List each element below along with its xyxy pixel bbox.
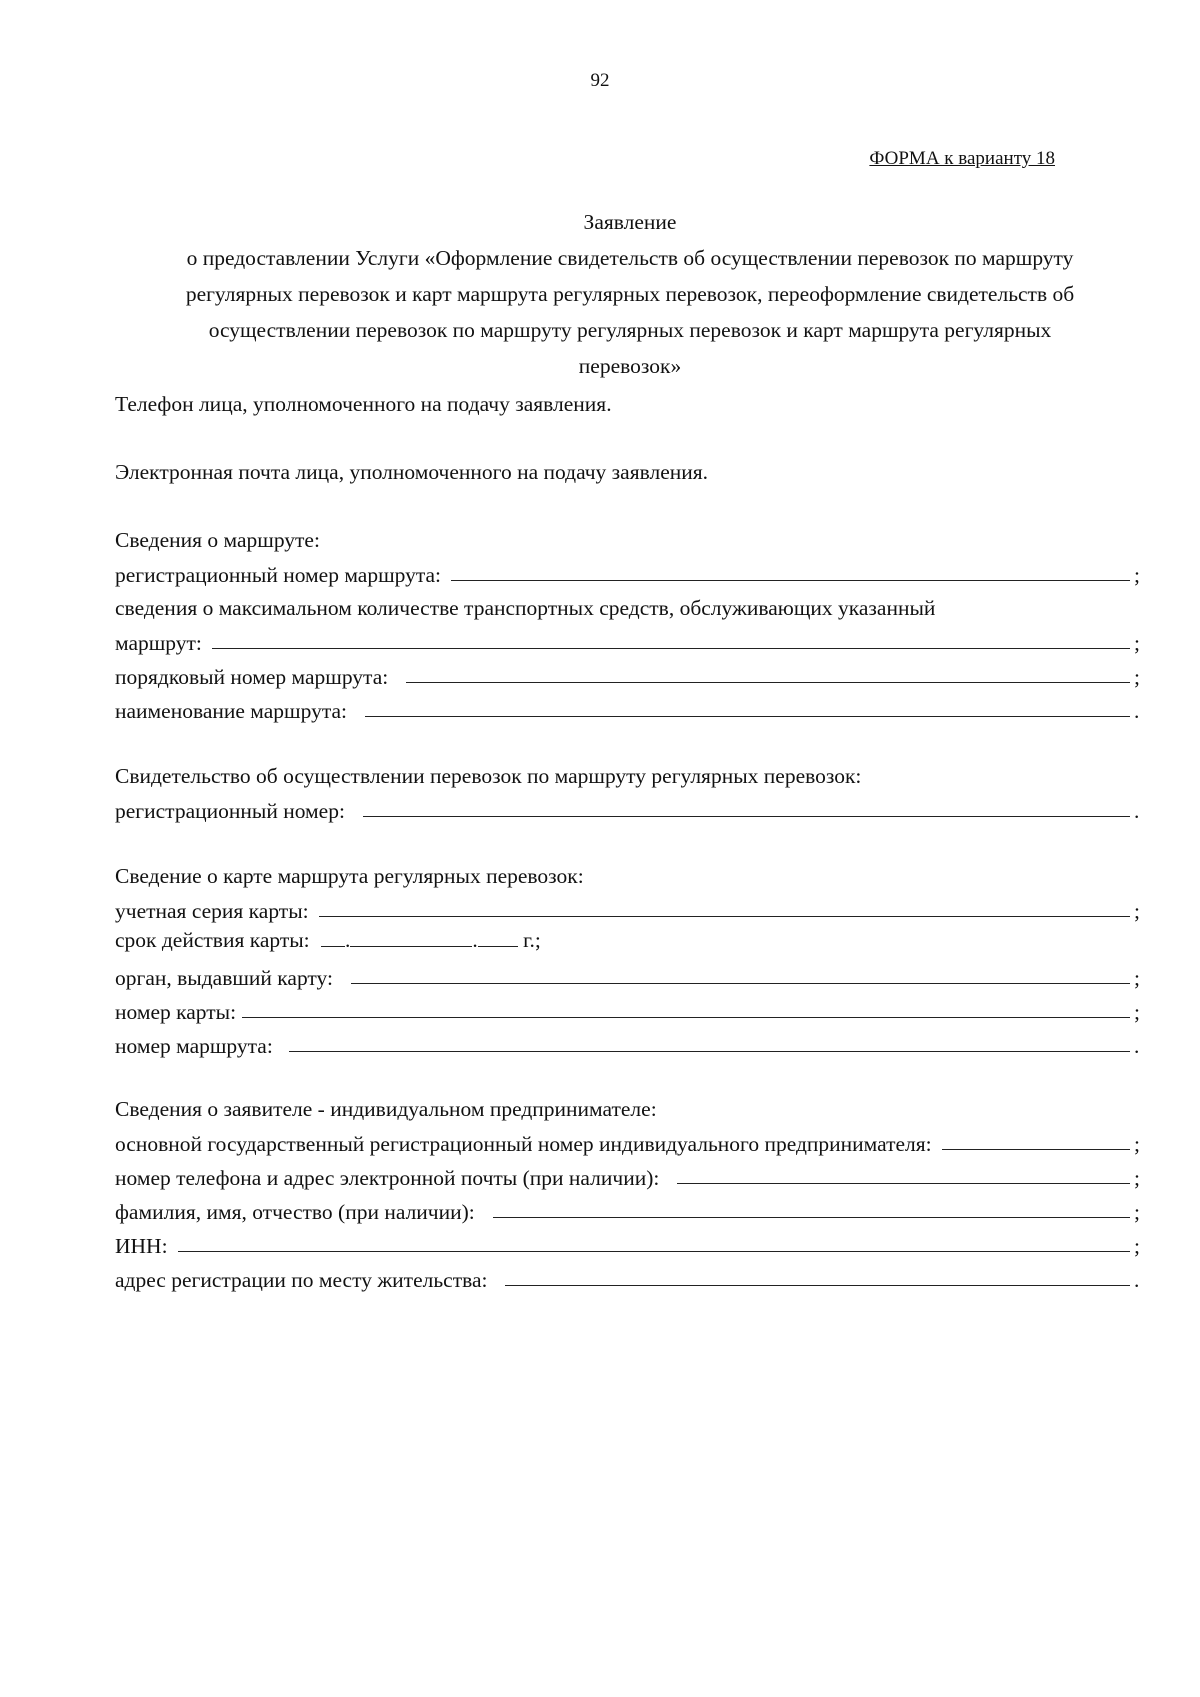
route-name-row (115, 688, 1140, 724)
card-validity-month-field[interactable] (350, 928, 472, 947)
card-series-row (115, 888, 1140, 924)
applicant-phone-email-label: номер телефона и адрес электронной почты (при наличии): (115, 1166, 660, 1190)
document-title (120, 204, 1140, 384)
contact-phone-text: Телефон лица, уполномоченного на подачу заявления. (115, 392, 612, 416)
route-max-vehicles-label: маршрут: (115, 631, 202, 655)
date-separator: . (345, 928, 351, 952)
applicant-ogrnip-label: основной государственный регистрационный номер индивидуального предпринимателя: (115, 1132, 932, 1156)
row-end-mark: . (1134, 1034, 1140, 1058)
row-end-mark: ; (1134, 899, 1140, 923)
applicant-phone-email-row (115, 1155, 1140, 1191)
title-line-4: перевозок» (578, 354, 682, 378)
form-reference: ФОРМА к варианту 18 (869, 148, 1055, 169)
applicant-inn-label: ИНН: (115, 1234, 168, 1258)
route-max-vehicles-text: сведения о максимальном количестве транспортных средств, обслуживающих указанный (115, 596, 936, 620)
date-separator: . (472, 928, 478, 952)
card-validity-row (115, 928, 541, 953)
applicant-inn-field[interactable] (178, 1251, 1130, 1252)
route-reg-number-field[interactable] (451, 580, 1130, 581)
row-end-mark: ; (1134, 966, 1140, 990)
card-route-number-row (115, 1023, 1140, 1059)
row-end-mark: ; (1134, 1234, 1140, 1258)
route-name-label: наименование маршрута: (115, 699, 347, 723)
card-issuer-row (115, 955, 1140, 991)
row-end-mark: . (1134, 1268, 1140, 1292)
row-end-mark: . (1134, 799, 1140, 823)
card-validity-label: срок действия карты: (115, 928, 310, 952)
certificate-reg-number-label: регистрационный номер: (115, 799, 345, 823)
applicant-address-row (115, 1257, 1140, 1293)
card-validity-year-field[interactable] (478, 928, 518, 947)
route-reg-number-label: регистрационный номер маршрута: (115, 563, 442, 587)
row-end-mark: ; (1134, 563, 1140, 587)
route-name-field[interactable] (365, 716, 1130, 717)
title-heading: Заявление (583, 210, 677, 234)
row-end-mark: ; (1134, 631, 1140, 655)
contact-email-text: Электронная почта лица, уполномоченного на подачу заявления. (115, 460, 709, 484)
card-route-number-label: номер маршрута: (115, 1034, 273, 1058)
row-end-mark: ; (1134, 1200, 1140, 1224)
title-line-2: регулярных перевозок и карт маршрута регулярных перевозок, переоформление свидетельств об (185, 282, 1075, 306)
certificate-reg-number-field[interactable] (363, 816, 1130, 817)
applicant-address-field[interactable] (505, 1285, 1130, 1286)
row-end-mark: ; (1134, 1000, 1140, 1024)
card-number-row (115, 989, 1140, 1025)
applicant-full-name-label: фамилия, имя, отчество (при наличии): (115, 1200, 475, 1224)
card-issuer-label: орган, выдавший карту: (115, 966, 333, 990)
card-number-label: номер карты: (115, 1000, 237, 1024)
title-line-3: осуществлении перевозок по маршруту регулярных перевозок и карт маршрута регулярных (208, 318, 1052, 342)
row-end-mark: . (1134, 699, 1140, 723)
applicant-full-name-row (115, 1189, 1140, 1225)
route-max-vehicles-row (115, 620, 1140, 656)
title-line-1: о предоставлении Услуги «Оформление свидетельств об осуществлении перевозок по маршруту (186, 246, 1074, 270)
card-series-field[interactable] (319, 916, 1130, 917)
card-validity-day-field[interactable] (321, 928, 345, 947)
applicant-ogrnip-row (115, 1121, 1140, 1157)
row-end-mark: ; (1134, 665, 1140, 689)
card-route-number-field[interactable] (289, 1051, 1130, 1052)
applicant-ogrnip-field[interactable] (942, 1149, 1130, 1150)
card-number-field[interactable] (242, 1017, 1130, 1018)
card-series-label: учетная серия карты: (115, 899, 309, 923)
route-reg-number-row (115, 552, 1140, 588)
route-serial-number-row (115, 654, 1140, 690)
certificate-reg-number-row (115, 788, 1140, 824)
route-heading: Сведения о маршруте: (115, 528, 320, 552)
page-number: 92 (590, 70, 610, 91)
applicant-inn-row (115, 1223, 1140, 1259)
applicant-phone-email-field[interactable] (677, 1183, 1130, 1184)
card-issuer-field[interactable] (351, 983, 1130, 984)
route-serial-number-field[interactable] (406, 682, 1130, 683)
applicant-full-name-field[interactable] (493, 1217, 1130, 1218)
row-end-mark: ; (1134, 1166, 1140, 1190)
card-heading: Сведение о карте маршрута регулярных перевозок: (115, 864, 584, 888)
applicant-address-label: адрес регистрации по месту жительства: (115, 1268, 488, 1292)
route-serial-number-label: порядковый номер маршрута: (115, 665, 389, 689)
route-max-vehicles-field[interactable] (212, 648, 1130, 649)
card-validity-year-suffix: г.; (523, 928, 541, 952)
row-end-mark: ; (1134, 1132, 1140, 1156)
applicant-heading: Сведения о заявителе - индивидуальном предпринимателе: (115, 1097, 657, 1121)
certificate-heading: Свидетельство об осуществлении перевозок по маршруту регулярных перевозок: (115, 764, 862, 788)
